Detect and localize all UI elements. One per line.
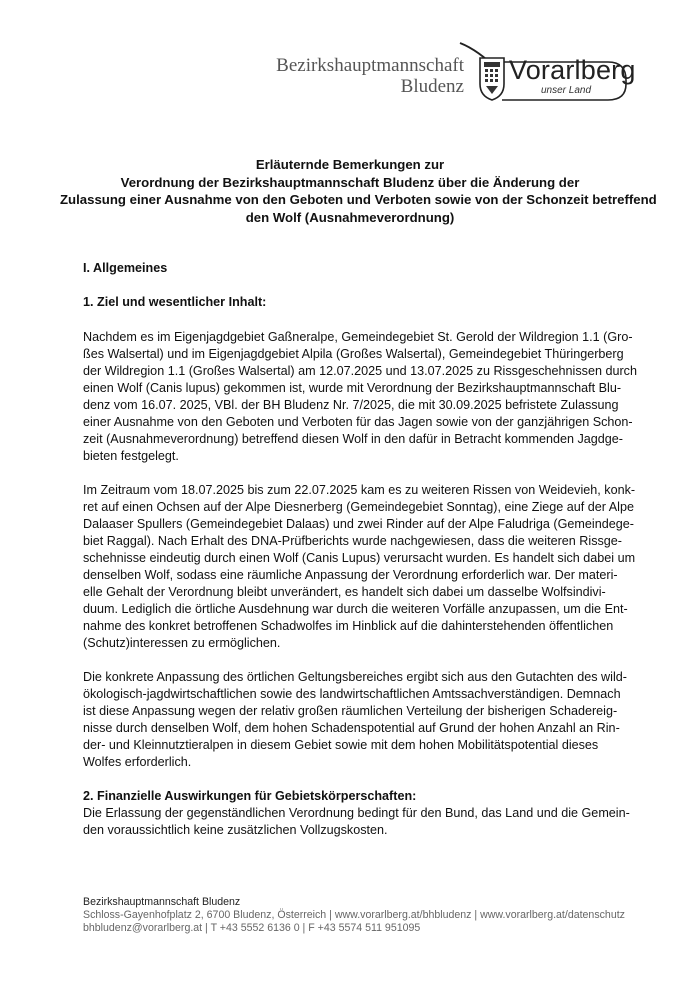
text-line: Im Zeitraum vom 18.07.2025 bis zum 22.07.2025 kam es zu weiteren Rissen von Weidevieh, konk- bbox=[83, 483, 636, 497]
logo-wordmark: Vorarlberg bbox=[509, 55, 636, 85]
text-line: biet Raggal). Nach Erhalt des DNA-Prüfberichts wurde nachgewiesen, dass die weiteren Rissge- bbox=[83, 534, 622, 548]
authority-line-1: Bezirkshauptmannschaft bbox=[276, 55, 464, 76]
text-line: ökologisch-jagdwirtschaftlichen sowie des landwirtschaftlichen Amtssachverständigen. Demnach bbox=[83, 687, 621, 701]
letterhead bbox=[0, 0, 700, 120]
text-line: Wolfes erforderlich. bbox=[83, 755, 192, 769]
footer-org: Bezirkshauptmannschaft Bludenz bbox=[83, 896, 241, 908]
text-line: Die konkrete Anpassung des örtlichen Geltungsbereiches ergibt sich aus den Gutachten des wild- bbox=[83, 670, 627, 684]
paragraph-4 bbox=[83, 805, 643, 839]
subsection-heading-finance: 2. Finanzielle Auswirkungen für Gebietskörperschaften: bbox=[83, 789, 417, 803]
document-body bbox=[83, 260, 643, 839]
page-footer bbox=[83, 896, 663, 935]
paragraph-2 bbox=[83, 482, 643, 652]
section-heading-general: I. Allgemeines bbox=[83, 261, 168, 275]
title-line: Erläuternde Bemerkungen zur bbox=[255, 157, 445, 172]
text-line: Nachdem es im Eigenjagdgebiet Gaßneralpe, Gemeindegebiet St. Gerold der Wildregion 1.1 (Gro- bbox=[83, 330, 633, 344]
text-line: Dalaaser Spullers (Gemeindegebiet Dalaas) und zwei Rinder auf der Alpe Faludriga (Gemeindege- bbox=[83, 517, 634, 531]
text-line: denselben Wolf, sodass eine räumliche Anpassung der Verordnung erforderlich war. Der materi- bbox=[83, 568, 618, 582]
text-line: nisse durch denselben Wolf, dem hohen Schadenspotential auf Grund der hohen Anzahl an Rin- bbox=[83, 721, 620, 735]
text-line: bieten festgelegt. bbox=[83, 449, 179, 463]
text-line: schehnisse eindeutig durch einen Wolf (Canis Lupus) verursacht wurden. Es handelt sich dabei um bbox=[83, 551, 636, 565]
text-line: der Wildregion 1.1 (Großes Walsertal) am 12.07.2025 und 13.07.2025 zu Rissgeschehnissen durch bbox=[83, 364, 637, 378]
title-line: Verordnung der Bezirkshauptmannschaft Bludenz über die Änderung der bbox=[120, 174, 580, 190]
footer-contact: bhbludenz@vorarlberg.at | T +43 5552 6136 0 | F +43 5574 511 951095 bbox=[83, 922, 421, 934]
authority-line-2: Bludenz bbox=[400, 76, 464, 97]
text-line: (Schutz)interessen zu ermöglichen. bbox=[83, 636, 281, 650]
document-title bbox=[60, 156, 657, 226]
text-line: ret auf einen Ochsen auf der Alpe Diesnerberg (Gemeindegebiet Sonntag), eine Ziege auf der Alpe bbox=[83, 500, 634, 514]
text-line: den voraussichtlich keine zusätzlichen Vollzugskosten. bbox=[83, 823, 388, 837]
text-line: ßes Walsertal) und im Eigenjagdgebiet Alpila (Großes Walsertal), Gemeindegebiet Thüringerberg bbox=[83, 347, 624, 361]
text-line: Die Erlassung der gegenständlichen Verordnung bedingt für den Bund, das Land und die Gemein- bbox=[83, 806, 630, 820]
text-line: zeit (Ausnahmeverordnung) betreffend diesen Wolf in den dafür in Betracht kommenden Jagdge- bbox=[83, 432, 623, 446]
paragraph-1 bbox=[83, 329, 643, 465]
logo-tagline: unser Land bbox=[541, 85, 592, 96]
paragraph-3 bbox=[83, 669, 643, 771]
footer-address: Schloss-Gayenhofplatz 2, 6700 Bludenz, Österreich | www.vorarlberg.at/bhbludenz | www.vorarlberg.at/datenschutz bbox=[83, 909, 625, 921]
title-line: Zulassung einer Ausnahme von den Geboten und Verboten sowie von der Schonzeit betreffend bbox=[60, 192, 657, 207]
text-line: einer Ausnahme von den Geboten und Verboten für das Jagen sowie von der ganzjährigen Schon- bbox=[83, 415, 633, 429]
text-line: einen Wolf (Canis lupus) gekommen ist, wurde mit Verordnung der Bezirkshauptmannschaft Blu- bbox=[83, 381, 622, 395]
subsection-heading-goal: 1. Ziel und wesentlicher Inhalt: bbox=[83, 295, 267, 309]
text-line: denz vom 16.07. 2025, VBl. der BH Bludenz Nr. 7/2025, die mit 30.09.2025 befristete Zulassung bbox=[83, 398, 619, 412]
text-line: der- und Kleinnutztieralpen in diesem Gebiet sowie mit dem hohen Mobilitätspotential dieses bbox=[83, 738, 599, 752]
text-line: ist diese Anpassung wegen der relativ großen räumlichen Verteilung der bisherigen Schadereig- bbox=[83, 704, 618, 718]
text-line: elle Gehalt der Verordnung bleibt unverändert, es handelt sich dabei um dasselbe Wolfsindivi- bbox=[83, 585, 606, 599]
text-line: nahme des konkret betroffenen Schadwolfes im Hinblick auf die dahinterstehenden öffentlichen bbox=[83, 619, 614, 633]
title-line: den Wolf (Ausnahmeverordnung) bbox=[245, 209, 455, 225]
text-line: duum. Lediglich die örtliche Ausdehnung war durch die weiteren Vorfälle anzupassen, um die Ent- bbox=[83, 602, 628, 616]
authority-name bbox=[276, 55, 464, 97]
